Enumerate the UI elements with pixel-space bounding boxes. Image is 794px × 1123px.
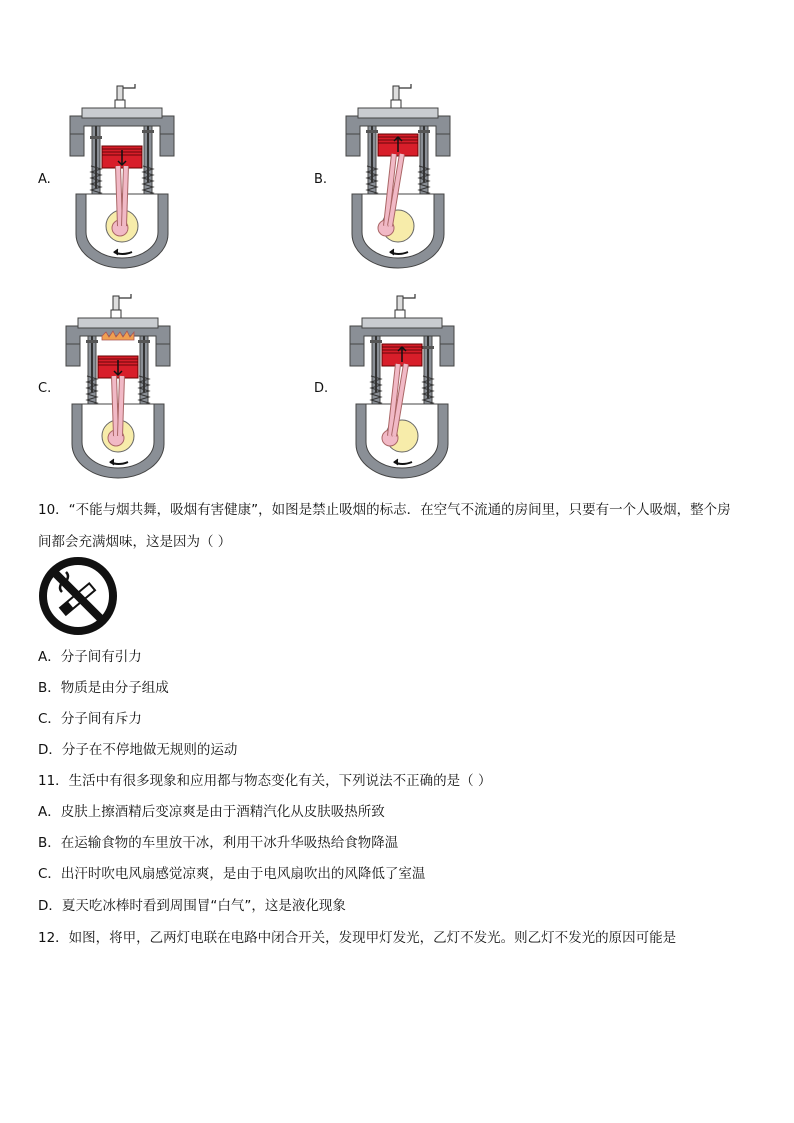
q11-option-d: D．夏天吃冰棒时看到周围冒“白气”，这是液化现象 — [38, 898, 346, 914]
spark-plug-wire — [399, 84, 411, 88]
q10-stem-line2: 间都会充满烟味，这是因为（ ） — [38, 534, 232, 550]
exhaust-valve-head — [142, 130, 154, 133]
exhaust-port — [440, 344, 454, 366]
q11-option-c: C．出汗时吹电风扇感觉凉爽，是由于电风扇吹出的风降低了室温 — [38, 866, 426, 882]
intake-port — [70, 134, 84, 156]
option-d-letter: D. — [314, 381, 329, 396]
exhaust-port — [160, 134, 174, 156]
head-top — [362, 318, 442, 328]
head-top — [358, 108, 438, 118]
intake-port — [346, 134, 360, 156]
intake-valve-head — [86, 340, 98, 343]
head-top — [78, 318, 158, 328]
cylinder-head — [70, 116, 174, 134]
q10-stem-line1: 10．“不能与烟共舞，吸烟有害健康”，如图是禁止吸烟的标志．在空气不流通的房间里，只要有一个人吸烟，整个房 — [38, 502, 731, 518]
option-c-letter: C. — [38, 381, 52, 396]
q11-stem: 11．生活中有很多现象和应用都与物态变化有关，下列说法不正确的是（ ） — [38, 773, 492, 789]
no-smoking-icon — [38, 556, 118, 636]
spark-plug-wire — [119, 294, 131, 298]
spark-plug-wire — [123, 84, 135, 88]
connecting-rod-2 — [124, 166, 126, 226]
q11-option-a: A．皮肤上擦酒精后变凉爽是由于酒精汽化从皮肤吸热所致 — [38, 804, 385, 820]
engine-diagram-b — [338, 82, 458, 277]
connecting-rod-2 — [120, 376, 122, 436]
spark-plug-base — [115, 100, 125, 108]
intake-valve-head — [370, 340, 382, 343]
engine-diagram-d — [342, 292, 462, 487]
intake-port — [350, 344, 364, 366]
connecting-rod — [118, 166, 120, 226]
q11-option-b: B．在运输食物的车里放干冰，利用干冰升华吸热给食物降温 — [38, 835, 399, 851]
exhaust-valve-head — [138, 340, 150, 343]
intake-valve-head — [366, 130, 378, 133]
q12-stem: 12．如图，将甲，乙两灯电联在电路中闭合开关，发现甲灯发光，乙灯不发光。则乙灯不发光的原因可能是 — [38, 930, 677, 946]
exhaust-valve-head — [422, 346, 434, 349]
exhaust-port — [156, 344, 170, 366]
q10-option-c: C．分子间有斥力 — [38, 711, 142, 727]
option-b-letter: B. — [314, 172, 328, 187]
cylinder-head — [350, 326, 454, 344]
intake-valve-head — [90, 136, 102, 139]
spark-plug-base — [391, 100, 401, 108]
q10-option-d: D．分子在不停地做无规则的运动 — [38, 742, 238, 758]
spark-plug-wire — [403, 294, 415, 298]
head-top — [82, 108, 162, 118]
spark-plug-base — [111, 310, 121, 318]
option-a-letter: A. — [38, 172, 51, 187]
connecting-rod — [114, 376, 116, 436]
intake-port — [66, 344, 80, 366]
q10-option-b: B．物质是由分子组成 — [38, 680, 169, 696]
engine-diagram-c — [58, 292, 178, 487]
exhaust-port — [436, 134, 450, 156]
engine-diagram-a — [62, 82, 182, 277]
cylinder-head — [346, 116, 450, 134]
spark-plug-base — [395, 310, 405, 318]
q10-option-a: A．分子间有引力 — [38, 649, 142, 665]
exhaust-valve-head — [418, 130, 430, 133]
